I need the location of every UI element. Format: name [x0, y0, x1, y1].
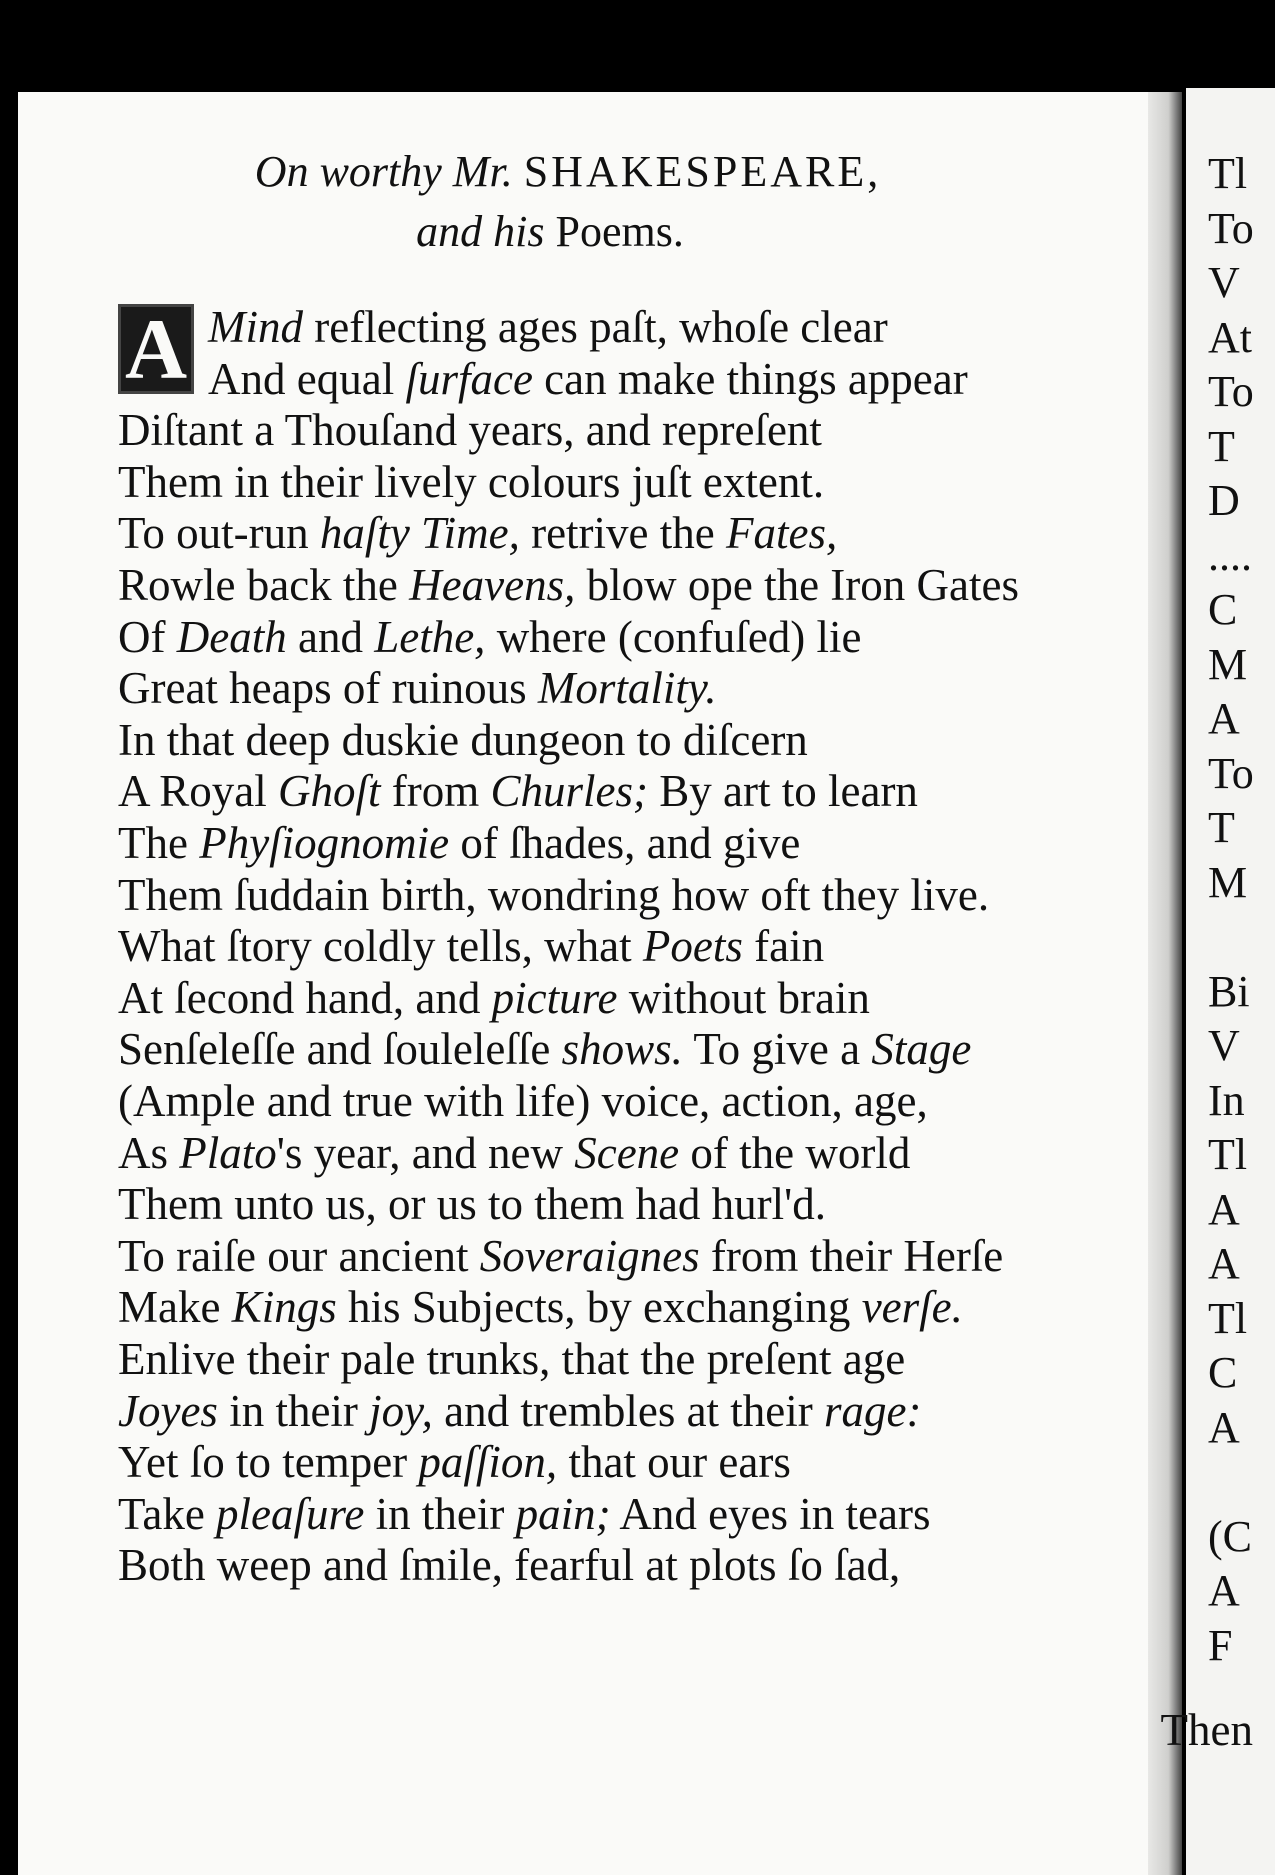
roman-text: Senſeleſſe and ſouleleſſe [118, 1024, 562, 1075]
facing-page-edge [1186, 88, 1275, 1875]
poem-line [118, 869, 990, 920]
italic-text: Churles; [490, 766, 649, 817]
italic-text: pain; [515, 1488, 611, 1539]
roman-text: in their [364, 1488, 516, 1539]
italic-text: ſurface [405, 353, 533, 404]
roman-text: In that deep duskie dungeon to diſcern [118, 714, 808, 765]
italic-text: Fates, [725, 508, 838, 559]
facing-page-letters: To [1208, 203, 1254, 253]
roman-text: Rowle back the [118, 560, 410, 610]
italic-text: pleaſure [216, 1488, 365, 1539]
roman-text: Take [118, 1488, 217, 1539]
facing-page-letters: A [1208, 1239, 1240, 1288]
facing-page-letters: In [1208, 1075, 1245, 1125]
roman-text: Them unto us, or us to them had hurl'd. [118, 1179, 827, 1230]
roman-text: fain [742, 921, 825, 972]
italic-text: Ghoſt [278, 766, 381, 817]
roman-text: Great heaps of ruinous [118, 663, 538, 714]
roman-text: Yet ſo to temper [118, 1437, 419, 1488]
roman-text: The [118, 818, 200, 868]
poem-line [118, 560, 1019, 610]
roman-text: retrive the [519, 508, 726, 559]
roman-text: in their [217, 1385, 370, 1436]
facing-page-letters: C [1208, 1348, 1238, 1397]
roman-text: that our ears [557, 1437, 791, 1488]
poem-line [118, 508, 838, 559]
roman-text: and [286, 611, 375, 662]
catchword: Then [1160, 1705, 1253, 1755]
facing-page-letters: A [1208, 1566, 1240, 1615]
roman-text: A Royal [118, 766, 279, 817]
roman-text: As [118, 1127, 180, 1178]
italic-text: Lethe, [374, 611, 486, 662]
roman-text: Them ſuddain birth, wondring how oft they live. [118, 869, 990, 920]
title-poems: Poems. [555, 207, 684, 256]
italic-text: Joyes [118, 1385, 218, 1436]
roman-text: without brain [617, 972, 870, 1023]
italic-text: joy, [369, 1385, 433, 1436]
italic-text: Kings [231, 1282, 337, 1333]
italic-text: Plato [179, 1127, 277, 1178]
poem-line [118, 1179, 827, 1230]
facing-page-letters: To [1208, 367, 1254, 416]
title-line-1 [118, 147, 1018, 196]
roman-text: At ſecond hand, and [118, 972, 492, 1023]
poem-line [118, 1540, 901, 1591]
facing-page-letters: V [1208, 1021, 1240, 1070]
facing-page-letters: To [1208, 748, 1254, 798]
poem-line [118, 1024, 972, 1075]
italic-text: Phyſiognomie [199, 818, 450, 868]
roman-text: 's year, and new [276, 1127, 575, 1178]
roman-text: (Ample and true with life) voice, action, age, [118, 1076, 928, 1126]
facing-page-letters: M [1208, 857, 1248, 907]
italic-text: Stage [871, 1024, 972, 1075]
facing-page-letters: D [1208, 476, 1240, 525]
poem-line [118, 1076, 928, 1126]
title-italic-2: and his [416, 207, 545, 256]
poem-line [118, 1127, 911, 1178]
drop-cap: A [118, 304, 194, 394]
roman-text: reflecting ages paſt, whoſe clear [303, 302, 888, 352]
poem-line [118, 611, 862, 662]
poem-line [118, 1282, 963, 1333]
poem-line [118, 1230, 1004, 1281]
facing-page-letters: Bi [1208, 966, 1250, 1016]
italic-text: Scene [574, 1127, 680, 1178]
poem-line [118, 921, 825, 972]
title-line-2 [100, 207, 1000, 256]
roman-text: And eyes in tears [610, 1488, 931, 1539]
poem-line [118, 1437, 791, 1488]
roman-text: And equal [208, 353, 406, 404]
facing-page-letters: .... [1208, 530, 1252, 580]
roman-text: of the world [679, 1127, 911, 1178]
roman-text: Make [118, 1282, 232, 1333]
poem-line [118, 663, 717, 714]
poem-line [118, 714, 808, 765]
facing-page-letters: V [1208, 258, 1240, 307]
roman-text: To give a [682, 1024, 872, 1075]
italic-text: paſſion, [418, 1437, 558, 1488]
poem-line [118, 456, 825, 507]
poem-line [118, 1488, 931, 1539]
facing-page-letters: A [1208, 1184, 1240, 1234]
facing-page-letters: F [1208, 1620, 1233, 1670]
roman-text: from [380, 766, 491, 817]
facing-page-letters: A [1208, 1402, 1240, 1452]
roman-text: his Subjects, by exchanging [336, 1282, 862, 1333]
facing-page-letters: At [1208, 312, 1252, 362]
poem-line [118, 766, 918, 817]
roman-text: To out-run [118, 508, 320, 559]
poem-line [118, 972, 870, 1023]
italic-text: haſty Time, [319, 508, 520, 559]
poem-line [118, 1334, 906, 1384]
roman-text: Enlive their pale trunks, that the preſent age [118, 1334, 906, 1384]
roman-text: By art to learn [648, 766, 918, 817]
poem-line [118, 1385, 922, 1436]
italic-text: rage: [824, 1385, 922, 1436]
roman-text: from their Herſe [699, 1230, 1004, 1281]
italic-text: Soveraignes [479, 1230, 700, 1281]
facing-page-letters: M [1208, 639, 1248, 689]
roman-text: of ſhades, and give [449, 818, 801, 868]
roman-text: Them in their lively colours juſt extent. [118, 456, 825, 507]
italic-text: verſe. [861, 1282, 963, 1333]
title-italic: On worthy Mr. [254, 147, 513, 196]
roman-text: What ſtory coldly tells, what [118, 921, 643, 972]
roman-text: Both weep and ſmile, fearful at plots ſo ſad, [118, 1540, 901, 1591]
italic-text: shows. [561, 1024, 683, 1075]
facing-page-letters: (C [1208, 1511, 1252, 1561]
roman-text: can make things appear [532, 353, 968, 404]
poem-line [118, 818, 801, 868]
facing-page-letters: Tl [1208, 1293, 1248, 1343]
facing-page-letters: T [1208, 421, 1235, 471]
facing-page-letters: Tl [1208, 149, 1248, 198]
roman-text: where (confuſed) lie [485, 611, 862, 662]
title-author: SHAKESPEARE, [523, 147, 882, 196]
facing-page-letters: Tl [1208, 1130, 1248, 1179]
roman-text: To raiſe our ancient [118, 1230, 480, 1281]
poem-line [118, 405, 822, 456]
italic-text: Mind [208, 302, 303, 352]
italic-text: Heavens, [409, 560, 576, 610]
page-gutter [1148, 92, 1182, 1875]
roman-text: Diſtant a Thouſand years, and repreſent [118, 405, 822, 456]
facing-page-letters: A [1208, 694, 1240, 743]
poem-line [208, 353, 968, 404]
italic-text: Mortality. [537, 663, 717, 714]
facing-page-letters: T [1208, 803, 1235, 852]
poem-line [208, 302, 888, 352]
roman-text: Of [118, 611, 177, 662]
italic-text: Poets [642, 921, 743, 972]
roman-text: blow ope the Iron Gates [575, 560, 1019, 610]
facing-page-letters: C [1208, 585, 1238, 634]
italic-text: picture [491, 972, 618, 1023]
roman-text: and trembles at their [432, 1385, 825, 1436]
italic-text: Death [176, 611, 287, 662]
